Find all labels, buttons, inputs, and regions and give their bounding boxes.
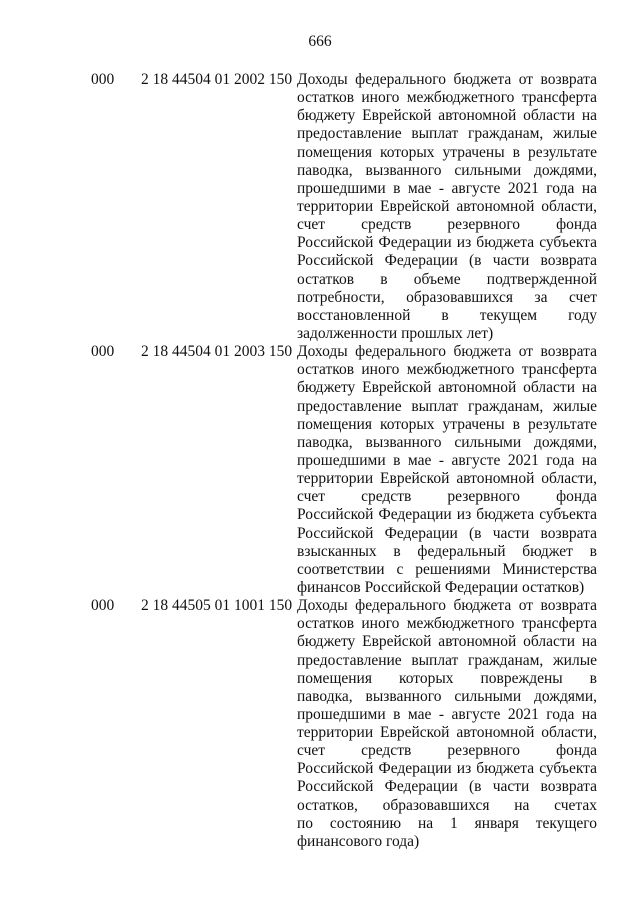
description-line: потребности, образовавшихся за счет	[297, 288, 597, 306]
budget-classification-code: 2 18 44505 01 1001 150	[141, 597, 293, 615]
description-line: по состоянию на 1 января текущего	[297, 814, 597, 832]
description-line: Доходы федерального бюджета от возврата	[297, 343, 597, 361]
description-line: помещения которых повреждены в	[297, 669, 597, 687]
description-line: территории Еврейской автономной области,	[297, 724, 597, 742]
description-line: прошедшими в мае - августе 2021 года на	[297, 705, 597, 723]
budget-code-list	[0, 71, 640, 851]
page-number: 666	[308, 33, 332, 50]
description-line: Российской Федерации из бюджета субъекта	[297, 506, 597, 524]
description-line: остатков, образовавшихся на счетах	[297, 796, 597, 814]
description-line: Российской Федерации (в части возврата	[297, 252, 597, 270]
description-line: территории Еврейской автономной области,	[297, 197, 597, 215]
budget-entry	[0, 71, 640, 343]
description-line: Российской Федерации (в части возврата	[297, 778, 597, 796]
description-line: бюджету Еврейской автономной области на	[297, 633, 597, 651]
admin-code: 000	[91, 597, 115, 615]
description-line: бюджету Еврейской автономной области на	[297, 107, 597, 125]
description-line: Российской Федерации из бюджета субъекта	[297, 234, 597, 252]
description-line: предоставление выплат гражданам, жилые	[297, 397, 597, 415]
description-line: предоставление выплат гражданам, жилые	[297, 125, 597, 143]
entry-description	[297, 343, 597, 597]
description-line: восстановленной в текущем году	[297, 306, 597, 324]
description-line: задолженности прошлых лет)	[297, 324, 494, 342]
budget-classification-code: 2 18 44504 01 2002 150	[141, 71, 293, 88]
description-line: Доходы федерального бюджета от возврата	[297, 71, 597, 88]
description-line: предоставление выплат гражданам, жилые	[297, 651, 597, 669]
description-line: остатков иного межбюджетного трансферта	[297, 615, 597, 633]
description-line: Российской Федерации (в части возврата	[297, 524, 597, 542]
admin-code: 000	[91, 343, 115, 361]
description-line: взысканных в федеральный бюджет в	[297, 542, 597, 560]
description-line: Российской Федерации из бюджета субъекта	[297, 760, 597, 778]
entry-description	[297, 597, 597, 851]
description-line: бюджету Еврейской автономной области на	[297, 379, 597, 397]
description-line: остатков иного межбюджетного трансферта	[297, 89, 597, 107]
description-line: территории Еврейской автономной области,	[297, 470, 597, 488]
budget-classification-code: 2 18 44504 01 2003 150	[141, 343, 293, 361]
description-line: соответствии с решениями Министерства	[297, 560, 597, 578]
description-line: прошедшими в мае - августе 2021 года на	[297, 179, 597, 197]
description-line: финансов Российской Федерации остатков)	[297, 578, 585, 596]
budget-entry	[0, 343, 640, 597]
description-line: остатков иного межбюджетного трансферта	[297, 361, 597, 379]
description-line: помещения которых утрачены в результате	[297, 143, 597, 161]
description-line: паводка, вызванного сильными дождями,	[297, 433, 597, 451]
description-line: паводка, вызванного сильными дождями,	[297, 161, 597, 179]
entry-description	[297, 71, 597, 343]
admin-code: 000	[91, 71, 115, 88]
description-line: счет средств резервного фонда	[297, 216, 597, 234]
description-line: прошедшими в мае - августе 2021 года на	[297, 451, 597, 469]
description-line: паводка, вызванного сильными дождями,	[297, 687, 597, 705]
description-line: счет средств резервного фонда	[297, 488, 597, 506]
budget-entry	[0, 597, 640, 851]
description-line: остатков в объеме подтвержденной	[297, 270, 597, 288]
description-line: финансового года)	[297, 832, 420, 850]
description-line: счет средств резервного фонда	[297, 742, 597, 760]
description-line: Доходы федерального бюджета от возврата	[297, 597, 597, 615]
description-line: помещения которых утрачены в результате	[297, 415, 597, 433]
